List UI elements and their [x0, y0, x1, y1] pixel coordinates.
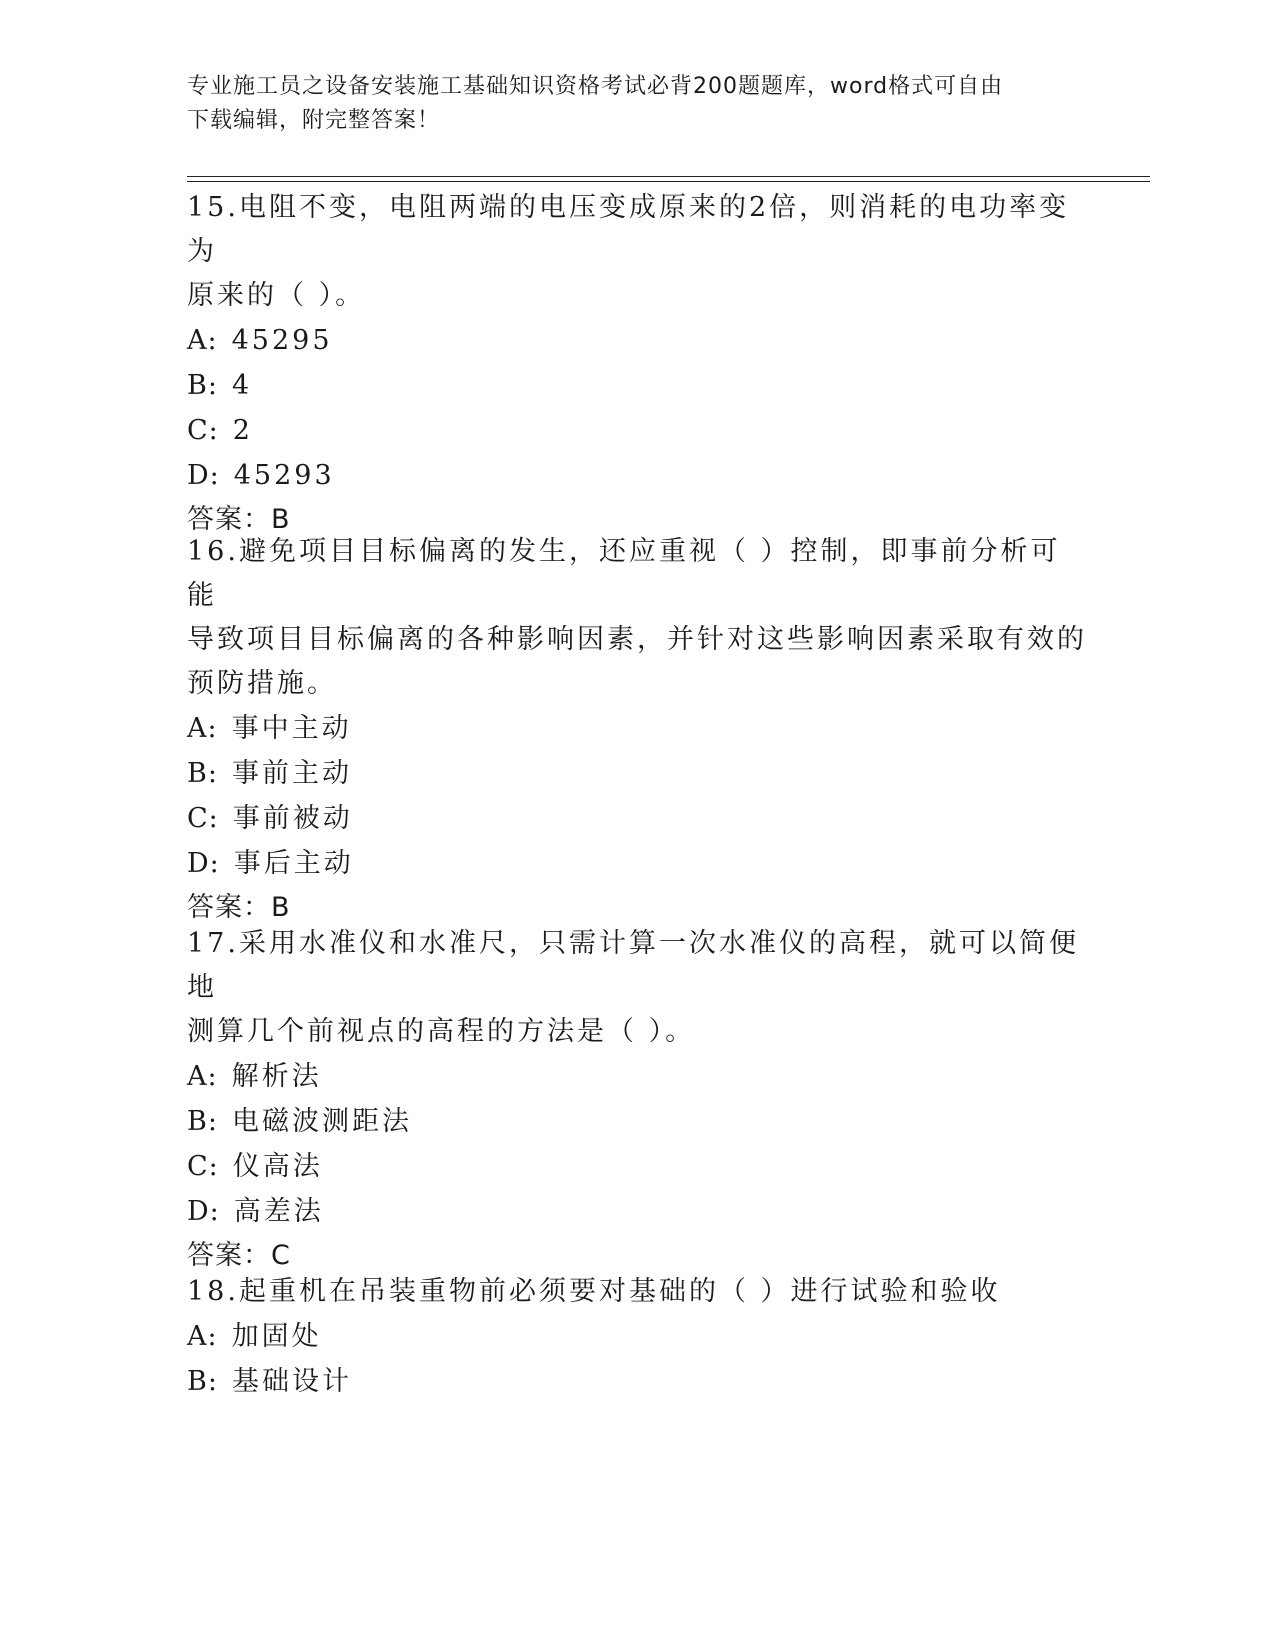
- option-a: [187, 1054, 1087, 1099]
- document-header: [187, 70, 1087, 138]
- option-d: [187, 841, 1087, 886]
- option-text: 加固处: [231, 1321, 322, 1352]
- answer: 答案：B: [187, 504, 291, 535]
- option-c: [187, 796, 1087, 841]
- option-text: 4: [231, 370, 253, 401]
- question-stem-line: 17.采用水准仪和水准尺，只需计算一次水准仪的高程，就可以简便地: [187, 928, 1079, 1003]
- question-stem-line: 18.起重机在吊装重物前必须要对基础的（ ）进行试验和验收: [187, 1276, 1001, 1307]
- option-key: B:: [187, 758, 218, 789]
- option-d: [187, 1189, 1087, 1234]
- option-key: C:: [187, 803, 219, 834]
- question-stem-line: 预防措施。: [187, 668, 337, 699]
- header-line-2: 下载编辑，附完整答案！: [187, 108, 441, 133]
- option-key: D:: [187, 848, 220, 879]
- option-b: [187, 751, 1087, 796]
- question-stem-line: 15.电阻不变，电阻两端的电压变成原来的2倍，则消耗的电功率变为: [187, 192, 1070, 267]
- option-key: B:: [187, 1366, 218, 1397]
- question-18: [187, 1270, 1087, 1404]
- option-b: [187, 1099, 1087, 1144]
- question-stem-line: 原来的（ ）。: [187, 280, 366, 311]
- answer: 答案：B: [187, 892, 291, 923]
- option-text: 基础设计: [231, 1366, 352, 1397]
- option-key: A:: [187, 1061, 218, 1092]
- option-b: [187, 363, 1087, 408]
- question-15: [187, 186, 1087, 542]
- header-divider-bottom: [187, 181, 1150, 182]
- question-17: [187, 922, 1087, 1278]
- option-key: A:: [187, 1321, 218, 1352]
- option-text: 事前被动: [232, 803, 353, 834]
- option-key: D:: [187, 460, 220, 491]
- option-key: D:: [187, 1196, 220, 1227]
- header-divider-top: [187, 176, 1150, 177]
- option-key: B:: [187, 1106, 218, 1137]
- option-text: 45295: [231, 325, 333, 356]
- option-d: [187, 453, 1087, 498]
- option-text: 45293: [233, 460, 335, 491]
- question-stem-line: 导致项目目标偏离的各种影响因素，并针对这些影响因素采取有效的: [187, 624, 1087, 655]
- option-b: [187, 1359, 1087, 1404]
- answer: 答案：C: [187, 1240, 291, 1271]
- option-text: 仪高法: [232, 1151, 323, 1182]
- option-key: A:: [187, 713, 218, 744]
- option-text: 事前主动: [231, 758, 352, 789]
- option-key: C:: [187, 1151, 219, 1182]
- option-text: 事后主动: [233, 848, 354, 879]
- question-stem-line: 测算几个前视点的高程的方法是（ ）。: [187, 1016, 696, 1047]
- option-key: B:: [187, 370, 218, 401]
- option-key: C:: [187, 415, 219, 446]
- question-stem-line: 16.避免项目目标偏离的发生，还应重视（ ）控制，即事前分析可能: [187, 536, 1061, 611]
- option-text: 2: [232, 415, 253, 446]
- option-text: 事中主动: [231, 713, 352, 744]
- option-key: A:: [187, 325, 218, 356]
- option-c: [187, 1144, 1087, 1189]
- option-a: [187, 1314, 1087, 1359]
- option-text: 解析法: [231, 1061, 322, 1092]
- option-c: [187, 408, 1087, 453]
- header-line-1: 专业施工员之设备安装施工基础知识资格考试必背200题题库，word格式可自由: [187, 74, 1004, 99]
- option-text: 高差法: [233, 1196, 324, 1227]
- option-a: [187, 706, 1087, 751]
- option-a: [187, 318, 1087, 363]
- option-text: 电磁波测距法: [231, 1106, 412, 1137]
- question-16: [187, 530, 1087, 930]
